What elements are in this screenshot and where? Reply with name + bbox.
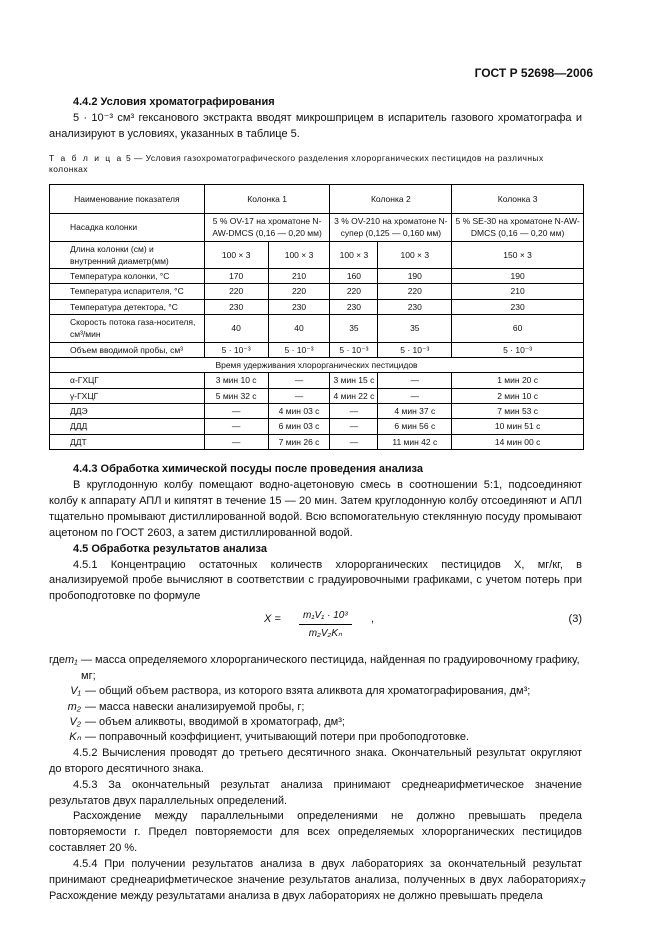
page-number: 7 [579,878,586,890]
row-label: Длина колонки (см) и внутренний диаметр(мм) [50,241,205,269]
section-4-4-3-title: 4.4.3 Обработка химической посуды после проведения анализа [73,462,424,475]
formula-3 [49,609,582,649]
table-cell: 230 [378,299,452,314]
row-label: Объем вводимой пробы, см³ [50,342,205,357]
table-cell: 5 · 10⁻³ [330,342,378,357]
table-cell: — [204,403,268,418]
definition-symbol: m₂ [67,700,81,713]
table-cell: — [330,419,378,434]
header-column-3: Колонка 3 [452,184,584,213]
table-cell: 14 мин 00 с [452,434,584,449]
table-row [50,419,584,434]
table-cell: 5 · 10⁻³ [204,342,268,357]
definition-text: — общий объем раствора, из которого взята аликвота для хроматографирования, дм³; [85,685,531,698]
table-cell: 5 · 10⁻³ [268,342,330,357]
definition-text: — поправочный коэффициент, учитывающий потери при пробоподготовке. [85,731,470,744]
cell-column-2: 3 % OV-210 на хроматоне N-супер (0,125 — 0,160 мм) [330,213,452,241]
table-cell: 40 [268,315,330,343]
table-cell: 11 мин 42 с [378,434,452,449]
row-label: ДДД [50,419,205,434]
row-label: α-ГХЦГ [50,373,205,388]
definition-symbol: V₂ [69,715,81,728]
table-cell: 5 мин 32 с [204,388,268,403]
formula-denominator: m₂V₂Kₙ [308,627,342,639]
table-cell: — [330,434,378,449]
table-cell: 2 мин 10 с [452,388,584,403]
definition-symbol: m₁ [65,654,78,667]
table-cell: 4 мин 22 с [330,388,378,403]
table-cell: 160 [330,269,378,284]
row-label: Насадка колонки [50,213,205,241]
table-cell: 220 [330,284,378,299]
section-4-5-4-text: 4.5.4 При получении результатов анализа в двух лабораториях за окончательный результат принимают среднеарифметическое значение результатов анализа, полученных в двух лабораториях. Расхождение между результатами анализа в двух лабораториях не должно превышать предела [49,858,582,903]
definition-item [49,653,582,684]
table-cell: 7 мин 26 с [268,434,330,449]
table-cell: 150 × 3 [452,241,584,269]
row-label: γ-ГХЦГ [50,388,205,403]
table-cell: 190 [452,269,584,284]
table-row [50,269,584,284]
table-cell: 230 [268,299,330,314]
header-indicator: Наименование показателя [50,184,205,213]
table-cell: 1 мин 20 с [452,373,584,388]
definition-item [49,684,582,699]
table-cell: 210 [452,284,584,299]
table-cell: 40 [204,315,268,343]
table-cell: 5 · 10⁻³ [378,342,452,357]
formula-lhs: X = [264,613,281,626]
table-row [50,299,584,314]
table-row [50,284,584,299]
row-label: Скорость потока газа-носителя, см³/мин [50,315,205,343]
table-caption-text: 5 — Условия газохроматографического разделения хлорорганических пестицидов на различных колонках [49,152,544,174]
formula-fraction [299,609,352,641]
table-cell: 220 [378,284,452,299]
table-cell: 220 [268,284,330,299]
section-4-4-2-text: 5 · 10⁻³ см³ гексанового экстракта вводят микрошприцем в испаритель газового хроматографа и анализируют в условиях, указанных в таблице 5. [49,111,582,140]
table-cell: 6 мин 56 с [378,419,452,434]
table-cell: 7 мин 53 с [452,403,584,418]
document-id: ГОСТ Р 52698—2006 [474,66,593,80]
table-cell: — [204,419,268,434]
header-column-1: Колонка 1 [204,184,330,213]
formula-comma: , [371,613,375,626]
definition-text: — масса определяемого хлорорганического пестицида, найденная по градуировочному графику, мг; [81,654,580,682]
table-cell: 220 [204,284,268,299]
table-cell: — [268,388,330,403]
table-cell: 3 мин 15 с [330,373,378,388]
table-cell: — [330,403,378,418]
table-cell: 100 × 3 [378,241,452,269]
table-cell: 5 · 10⁻³ [452,342,584,357]
row-label: Температура испарителя, °С [50,284,205,299]
definition-text: — объем аликвоты, вводимой в хроматограф, дм³; [85,715,345,728]
section-4-5-2-text: 4.5.2 Вычисления проводят до третьего десятичного знака. Окончательный результат округляют до второго десятичного знака. [49,746,582,775]
table-cell: — [268,373,330,388]
table-cell: 4 мин 03 с [268,403,330,418]
page-content [49,95,582,905]
section-4-5-3-text: 4.5.3 За окончательный результат анализа принимают среднеарифметическое значение результатов двух параллельных определений. [49,778,582,807]
row-label: ДДТ [50,434,205,449]
table-cell: 60 [452,315,584,343]
table-cell: 100 × 3 [330,241,378,269]
header-column-2: Колонка 2 [330,184,452,213]
cell-column-3: 5 % SE-30 на хроматоне N-AW-DMCS (0,16 — 0,20 мм) [452,213,584,241]
table-cell: 35 [378,315,452,343]
table-cell: 6 мин 03 с [268,419,330,434]
table-cell: 3 мин 10 с [204,373,268,388]
table-row [50,403,584,418]
table-header-row [50,184,584,213]
table-row [50,373,584,388]
definitions-lead: где [49,654,66,667]
section-4-5-title: 4.5 Обработка результатов анализа [73,542,267,555]
table-cell: 210 [268,269,330,284]
definition-item [49,730,582,745]
conditions-table [49,184,584,450]
section-4-4-3-text: В круглодонную колбу помещают водно-ацетоновую смесь в соотношении 5:1, подсоединяют колбу к аппарату АПЛ и кипятят в течение 15 — 20 мин. Затем круглодонную колбу отсоединяют и АПЛ тщательно промывают дистиллированной водой. Всю вспомогательную стеклянную посуду промывают ацетоном по ГОСТ 2603, а затем дистиллированной водой. [49,478,582,539]
table-cell: — [378,373,452,388]
table-caption-label: Т а б л и ц а [49,152,124,163]
section-4-4-2-title: 4.4.2 Условия хроматографирования [73,96,275,108]
row-label: Температура колонки, °С [50,269,205,284]
definition-text: — масса навески анализируемой пробы, г; [85,700,305,713]
definition-item [49,715,582,730]
definition-symbol: V₁ [70,685,81,698]
table-cell: — [204,434,268,449]
definition-symbol: Kₙ [69,731,81,744]
table-cell: 230 [204,299,268,314]
formula-numerator: m₁V₁ · 10³ [299,609,352,625]
table-row [50,315,584,343]
table-cell: 10 мин 51 с [452,419,584,434]
table-cell: 170 [204,269,268,284]
definition-item [49,700,582,715]
table-cell: — [378,388,452,403]
retention-section-title: Время удерживания хлорорганических пестицидов [50,358,584,373]
table-cell: 230 [330,299,378,314]
table-cell: 4 мин 37 с [378,403,452,418]
table-row [50,241,584,269]
row-label: ДДЭ [50,403,205,418]
table-cell: 100 × 3 [204,241,268,269]
cell-column-1: 5 % OV-17 на хроматоне N-AW-DMCS (0,16 — 0,20 мм) [204,213,330,241]
table-cell: 100 × 3 [268,241,330,269]
table-caption [49,153,582,175]
retention-section-row [50,358,584,373]
table-cell: 190 [378,269,452,284]
table-cell: 35 [330,315,378,343]
table-row [50,388,584,403]
table-row [50,434,584,449]
section-4-5-1-text: 4.5.1 Концентрацию остаточных количеств хлорорганических пестицидов X, мг/кг, в анализируемой пробе вычисляют в соответствии с градуировочными графиками, с учетом потерь при пробоподготовке по формуле [49,558,582,603]
row-label: Температура детектора, °С [50,299,205,314]
table-cell: 230 [452,299,584,314]
formula-number: (3) [568,613,582,626]
table-row [50,213,584,241]
section-4-5-3-text-2: Расхождение между параллельными определениями не должно превышать предела повторяемости r. Предел повторяемости для всех определяемых хлорорганических пестицидов составляет 20 %. [49,810,582,855]
table-row [50,342,584,357]
